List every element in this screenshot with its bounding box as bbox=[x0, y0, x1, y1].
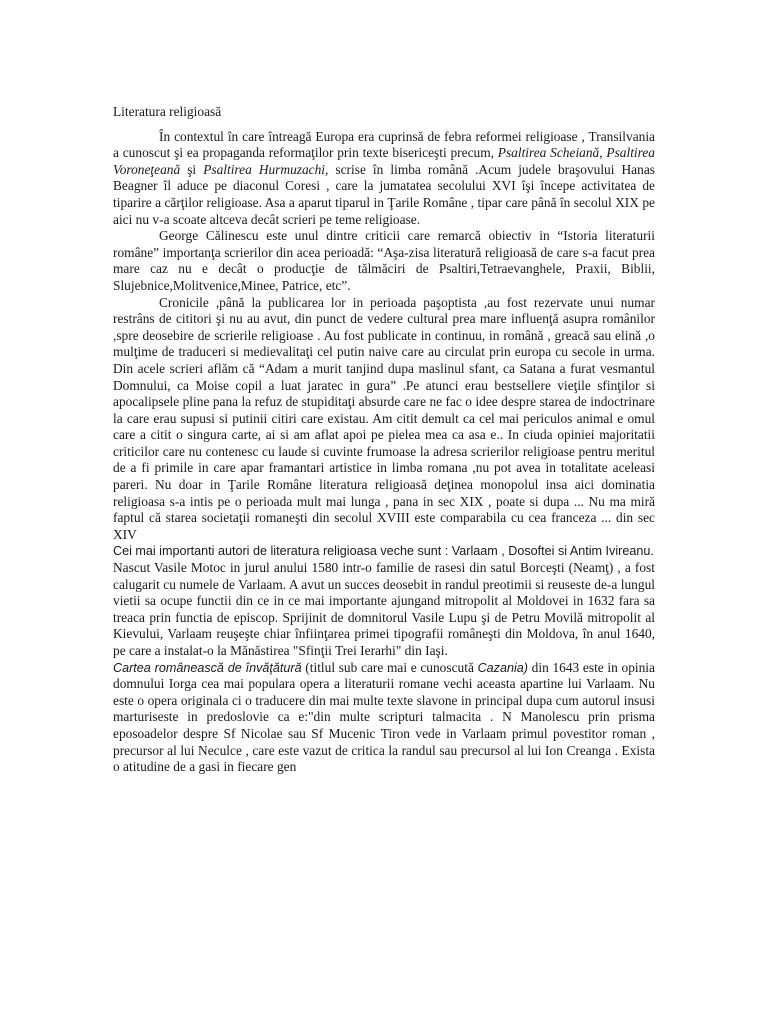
paragraph-calinescu: George Călinescu este unul dintre criticii care remarcă obiectiv in “Istoria literaturii române” importanţa scrierilor din acea perioadă: “Aşa-zisa literatură religioasă de care s-a facut prea mare caz nu e decât o producţie de tălmăciri de Psaltiri,Tetraevanghele, Praxii, Biblii, Slujebnice,Molitvenice,Minee, Patrice, etc”. bbox=[113, 228, 655, 293]
italic-title: Psaltirea Scheiană bbox=[497, 145, 600, 161]
document-title: Literatura religioasă bbox=[113, 104, 222, 119]
text-run: , bbox=[599, 145, 607, 161]
text-run: În contextul în care întreagă Europa era cuprinsă de febra reformei religioase , Transilvania a cunoscut şi ea propaganda reformaţilor prin texte bisericeşti precum, bbox=[113, 128, 655, 161]
paragraph-varlaam: Nascut Vasile Motoc in jurul anului 1580 intr-o familie de rasesi din satul Borceşti (Neamţ) , a fost calugarit cu numele de Varlaam. A avut un succes deosebit in randul preotimii si reuseste de-a lungul vietii sa ocupe functii din ce in ce mai importante ajungand mitropolit al Moldovei in 1632 fara sa treaca prin functia de episcop. Sprijinit de domnitorul Vasile Lupu şi de Petru Movilă mitropolit al Kievului, Varlaam reuşeşte chiar înfiinţarea primei tipografii româneşti din Moldova, în anul 1640, pe care a instalat-o la Mănăstirea "Sfinţii Trei Ierarhi" din Iaşi. bbox=[113, 560, 655, 658]
text-run: scrise în limba română .Acum judele braşovului Hanas Beagner îl aduce pe diaconul Coresi , care la jumatatea secolului XVI îşi începe activitatea de tiparire a cărţilor religioase. Asa a aparut tiparul in Ţarile Române , tipar care până în secolul XIX pe aici nu v-a scoate altceva decât scrieri pe teme religioase. bbox=[113, 161, 655, 227]
document-page bbox=[113, 104, 655, 776]
italic-title: Psaltirea Voroneţeană bbox=[113, 145, 656, 177]
text-run: şi bbox=[180, 161, 204, 177]
paragraph-cronicile: Cronicile ,până la publicarea lor in perioada paşoptista ,au fost rezervate unui numar restrâns de cititori şi nu au avut, din punct de vedere cultural prea mare influenţă asupra românilor ,spre deosebire de scrierile religioase . Au fost publicate in continuu, in română , greacă sau elină ,o mulţime de traduceri si medievalitaţi cel putin naive care au circulat prin europa cu secole in urma. Din acele scrieri aflăm că “Adam a murit tanjind dupa maslinul sfant, ca Satana a furat vesmantul Domnului, ca Moise copil a luat jaratec in gura” .Pe atunci erau bestsellere vieţile sfinţilor si apocalipsele pline pana la refuz de stupiditaţi absurde care ne fac o idee despre starea de indoctrinare la care erau supusi si putinii citiri care existau. Am citit demult ca cel mai periculos animal e omul care a citit o singura carte, ai si am aflat apoi pe pielea mea ca asa e.. In ciuda opiniei majoritatii criticilor care nu contenesc cu laude si cuvinte frumoase la adresa scrierilor religioase pentru meritul de a fi primile in care apar framantari artistice in limba romana ,nu pot avea in totalitate aceleasi pareri. Nu doar in Ţarile Române literatura religioasă deţinea monopolul insa aici dominatia religioasa s-a intis pe o perioada mult mai lunga , pana in sec XIX , poate si dupa ... Nu ma miră faptul că starea societaţii romaneşti din secolul XVIII este comparabila cu cea franceza ... din sec XIV bbox=[113, 294, 655, 542]
italic-title: Cazania) bbox=[477, 660, 528, 675]
paragraph-intro bbox=[113, 129, 655, 229]
italic-title: Cartea românească de învăţătură bbox=[113, 660, 302, 675]
paragraph-cazania bbox=[113, 660, 655, 776]
authors-line: Cei mai importanti autori de literatura religioasa veche sunt : Varlaam , Dosoftei si Antim Ivireanu. bbox=[113, 544, 654, 559]
text-run: din 1643 este in opinia domnului Iorga cea mai populara opera a literaturii romane vechi aceasta apartine lui Varlaam. Nu este o opera originala ci o traducere din mai multe texte slavone in principal dupa cum autorul insusi marturiseste in predoslovie ca e:"din multe scripturi talmacita . N Manolescu prin prisma eposoadelor despre Sf Nicolae sau Sf Mucenic Tiron vede in Varlaam primul povestitor roman , precursor al lui Neculce , care este vazut de critica la randul sau precursol al lui Ion Creanga . Exista o atitudine de a gasi in fiecare gen bbox=[113, 659, 655, 775]
text-run: (titlul sub care mai e cunoscută bbox=[301, 659, 478, 675]
italic-title: Psaltirea Hurmuzachi, bbox=[203, 161, 329, 177]
